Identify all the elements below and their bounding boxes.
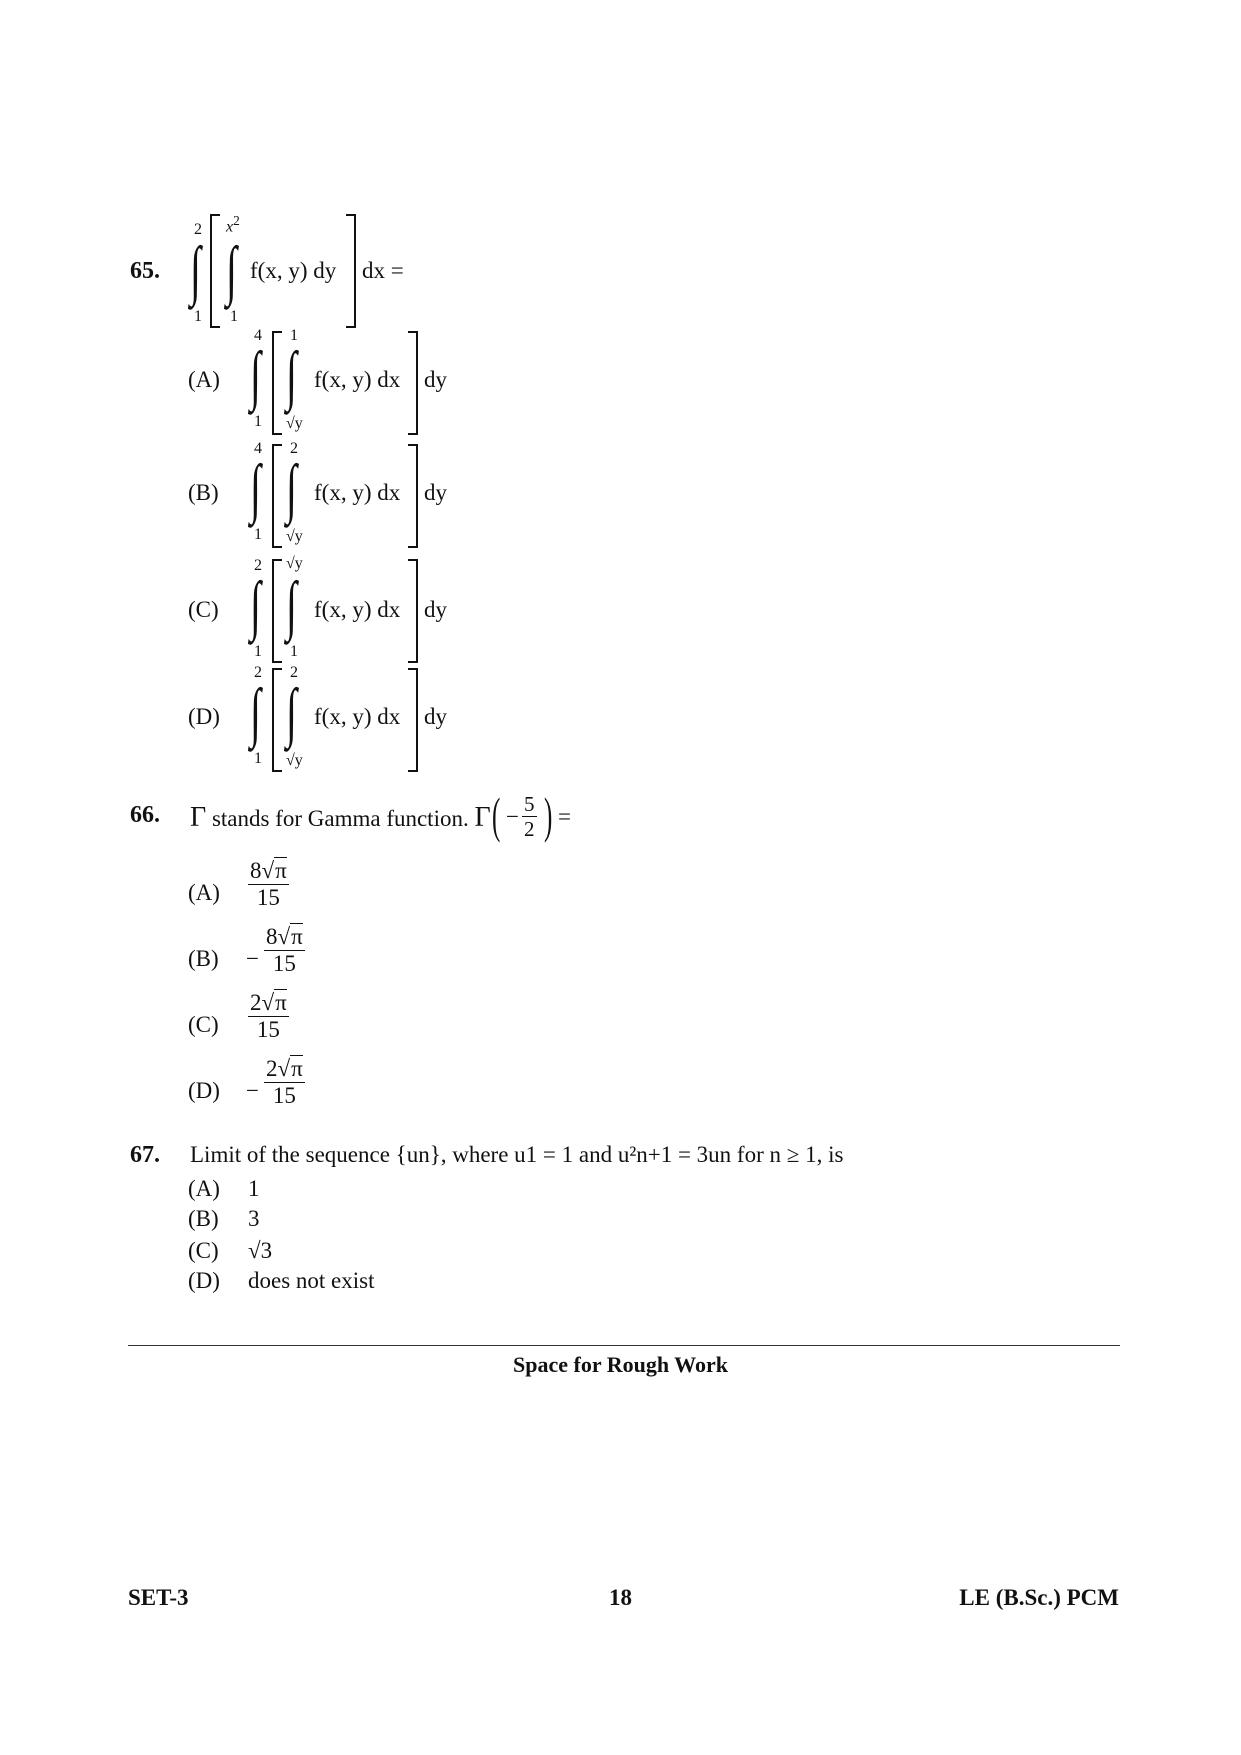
outer-differential: dx = xyxy=(362,258,404,283)
integral-sign: ∫ xyxy=(286,569,297,642)
option-fraction xyxy=(248,990,289,1044)
right-paren: ) xyxy=(544,787,553,843)
right-bracket xyxy=(346,214,356,328)
outer-upper-limit: 4 xyxy=(254,440,262,457)
inner-upper-limit: 2 xyxy=(290,440,298,457)
equals-sign: = xyxy=(558,804,571,829)
integrand: f(x, y) dx xyxy=(314,480,401,505)
footer-page-number: 18 xyxy=(609,1585,632,1610)
integrand: f(x, y) dx xyxy=(314,704,401,729)
gamma-symbol: Γ xyxy=(190,802,207,833)
inner-lower-limit: √y xyxy=(286,415,303,432)
minus-sign: − xyxy=(506,804,519,829)
integral-sign: ∫ xyxy=(286,452,297,525)
inner-upper-limit: 2 xyxy=(290,664,298,681)
option-label: (B) xyxy=(188,480,219,505)
integral-sign: ∫ xyxy=(250,339,261,412)
outer-lower-limit: 1 xyxy=(254,526,262,543)
integral-sign: ∫ xyxy=(250,452,261,525)
outer-lower-limit: 1 xyxy=(254,750,262,767)
option-label: (C) xyxy=(188,597,219,622)
inner-lower-limit: 1 xyxy=(230,308,238,325)
inner-lower-limit: √y xyxy=(286,528,303,545)
rough-work-heading: Space for Rough Work xyxy=(513,1352,728,1377)
footer-set: SET-3 xyxy=(128,1585,189,1610)
option-label: (C) xyxy=(188,1012,219,1037)
integral-sign: ∫ xyxy=(286,676,297,749)
option-text: 1 xyxy=(248,1176,260,1201)
option-text: 3 xyxy=(248,1206,260,1231)
inner-upper-limit: 1 xyxy=(290,327,298,344)
sign: − xyxy=(246,946,259,971)
outer-upper-limit: 2 xyxy=(194,221,202,238)
question-text: stands for Gamma function. xyxy=(211,806,469,831)
argument-fraction xyxy=(522,792,537,841)
numerator: 8√π xyxy=(264,924,305,951)
option-label: (A) xyxy=(188,880,220,905)
denominator: 15 xyxy=(256,1017,280,1043)
right-bracket xyxy=(408,668,418,772)
question-text: Limit of the sequence {un}, where u1 = 1 and u²n+1 = 3un for n ≥ 1, is xyxy=(190,1142,844,1167)
inner-upper-limit: $x^2$ xyxy=(226,213,240,236)
option-fraction xyxy=(264,924,305,978)
outer-lower-limit: 1 xyxy=(254,643,262,660)
option-fraction xyxy=(248,858,289,912)
outer-differential: dy xyxy=(424,367,447,392)
left-bracket xyxy=(272,668,282,772)
option-fraction xyxy=(264,1056,305,1110)
option-text: does not exist xyxy=(248,1268,375,1293)
integral-sign: ∫ xyxy=(250,569,261,642)
numerator: 5 xyxy=(524,792,535,816)
option-label: (D) xyxy=(188,704,220,729)
option-label: (C) xyxy=(188,1238,219,1263)
left-bracket xyxy=(210,214,220,328)
inner-lower-limit: 1 xyxy=(290,643,298,660)
denominator: 15 xyxy=(272,1083,296,1109)
numerator: 2√π xyxy=(264,1056,305,1083)
divider xyxy=(128,1345,1120,1346)
outer-differential: dy xyxy=(424,597,447,622)
right-bracket xyxy=(408,331,418,435)
outer-lower-limit: 1 xyxy=(254,413,262,430)
outer-upper-limit: 2 xyxy=(254,664,262,681)
left-paren: ( xyxy=(492,787,501,843)
integrand: f(x, y) dx xyxy=(314,597,401,622)
left-bracket xyxy=(272,331,282,435)
option-label: (A) xyxy=(188,1176,220,1201)
denominator: 2 xyxy=(524,817,535,842)
left-bracket xyxy=(272,444,282,548)
inner-lower-limit: √y xyxy=(286,752,303,769)
integral-sign: ∫ xyxy=(190,234,201,307)
question-number: 66. xyxy=(130,802,160,828)
right-bracket xyxy=(408,444,418,548)
integrand: f(x, y) dy xyxy=(250,258,337,283)
integral-sign: ∫ xyxy=(226,234,237,307)
outer-upper-limit: 2 xyxy=(254,557,262,574)
option-label: (D) xyxy=(188,1268,220,1293)
footer-exam: LE (B.Sc.) PCM xyxy=(959,1585,1119,1610)
sign: − xyxy=(246,1078,259,1103)
integral-sign: ∫ xyxy=(286,339,297,412)
option-label: (B) xyxy=(188,1206,219,1231)
integral-sign: ∫ xyxy=(250,676,261,749)
outer-upper-limit: 4 xyxy=(254,327,262,344)
question-number: 65. xyxy=(130,258,160,284)
option-label: (D) xyxy=(188,1078,220,1103)
option-text: √3 xyxy=(248,1238,273,1263)
denominator: 15 xyxy=(272,951,296,977)
left-bracket xyxy=(272,559,282,663)
outer-differential: dy xyxy=(424,704,447,729)
option-label: (B) xyxy=(188,946,219,971)
q66-question xyxy=(190,802,491,834)
numerator: 8√π xyxy=(248,858,289,885)
option-label: (A) xyxy=(188,367,220,392)
gamma-symbol: Γ xyxy=(474,802,491,833)
inner-upper-limit: √y xyxy=(286,555,303,572)
numerator: 2√π xyxy=(248,990,289,1017)
outer-lower-limit: 1 xyxy=(194,308,202,325)
question-number: 67. xyxy=(130,1142,160,1168)
outer-differential: dy xyxy=(424,480,447,505)
denominator: 15 xyxy=(256,885,280,911)
right-bracket xyxy=(408,559,418,663)
integrand: f(x, y) dx xyxy=(314,367,401,392)
